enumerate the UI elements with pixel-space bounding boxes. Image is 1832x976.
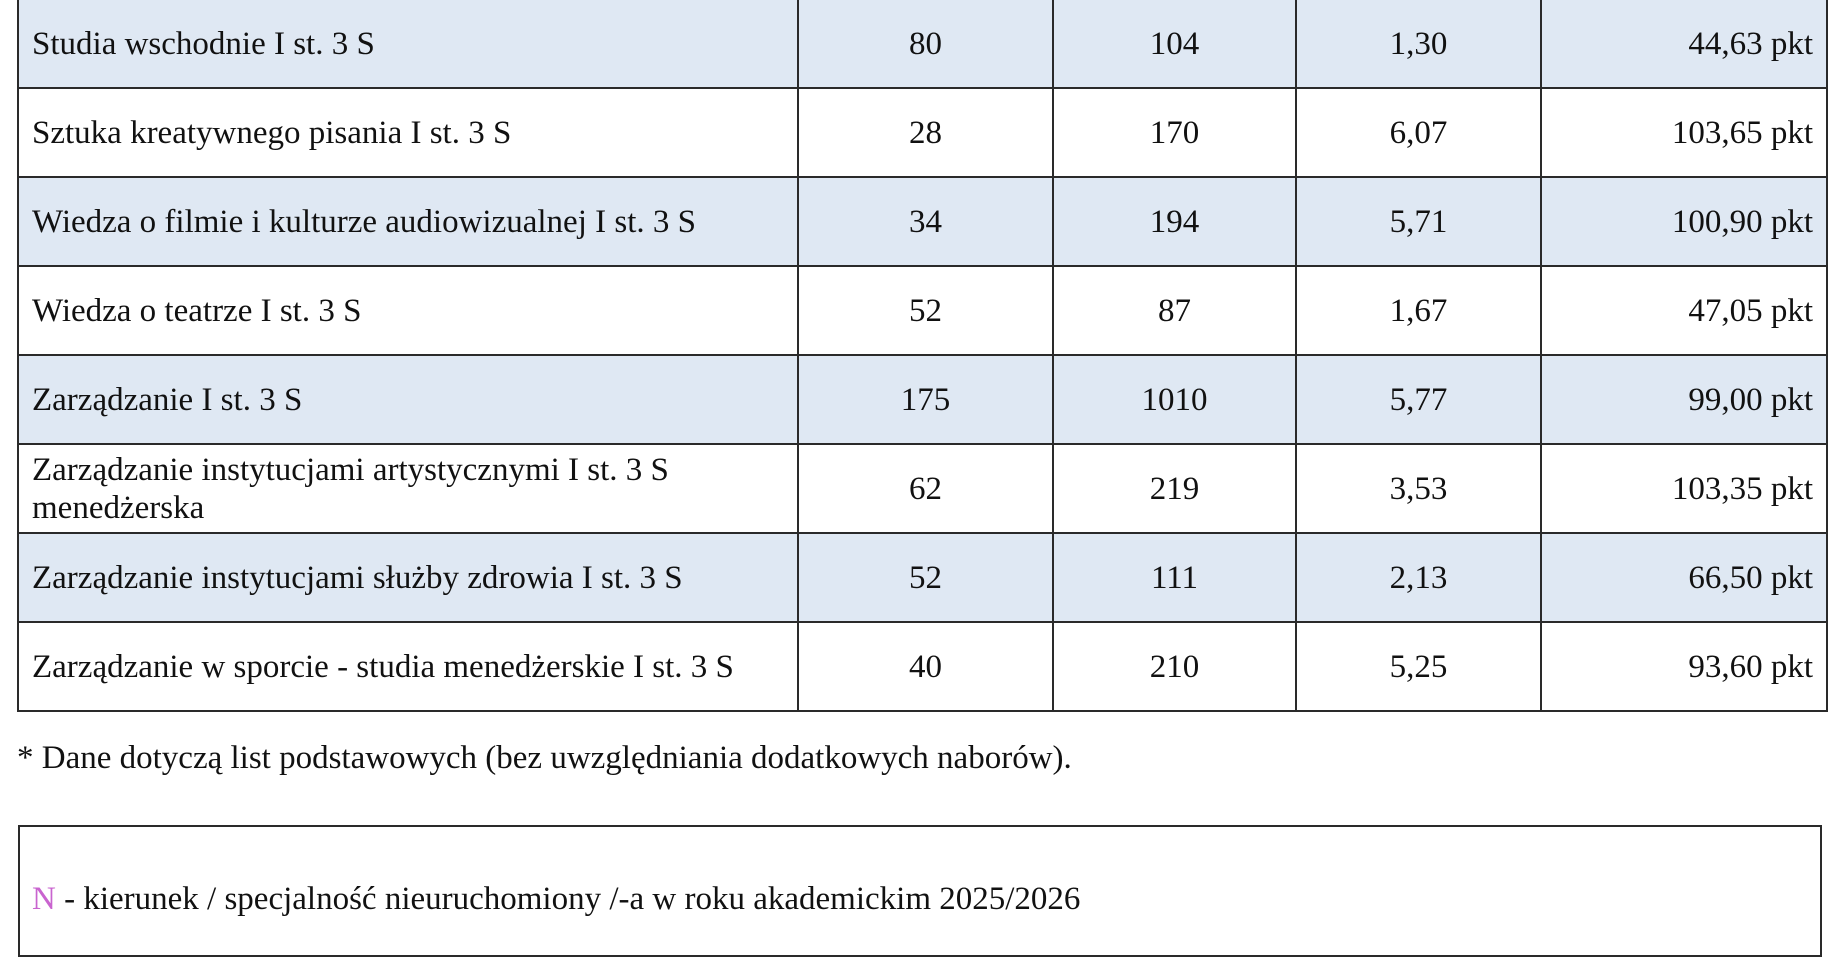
cell-program-name: Wiedza o filmie i kulturze audiowizualnej I st. 3 S — [18, 177, 798, 266]
cell-threshold: 93,60 pkt — [1541, 622, 1827, 711]
cell-candidates: 111 — [1053, 533, 1296, 622]
cell-ratio: 6,07 — [1296, 88, 1541, 177]
cell-places: 34 — [798, 177, 1053, 266]
table-row — [18, 266, 1827, 355]
legend-symbol: N — [32, 881, 56, 917]
cell-places: 52 — [798, 533, 1053, 622]
footnote: * Dane dotyczą list podstawowych (bez uwzględniania dodatkowych naborów). — [17, 740, 1072, 776]
cell-threshold: 103,65 pkt — [1541, 88, 1827, 177]
table-row — [18, 444, 1827, 533]
cell-places: 175 — [798, 355, 1053, 444]
cell-threshold: 47,05 pkt — [1541, 266, 1827, 355]
table-body — [18, 0, 1827, 711]
cell-ratio: 1,30 — [1296, 0, 1541, 88]
cell-candidates: 194 — [1053, 177, 1296, 266]
table-row — [18, 177, 1827, 266]
cell-places: 40 — [798, 622, 1053, 711]
cell-program-name: Zarządzanie instytucjami artystycznymi I st. 3 S menedżerska — [18, 444, 798, 533]
cell-candidates: 170 — [1053, 88, 1296, 177]
cell-places: 62 — [798, 444, 1053, 533]
cell-threshold: 103,35 pkt — [1541, 444, 1827, 533]
cell-places: 28 — [798, 88, 1053, 177]
legend-box — [18, 825, 1822, 957]
cell-candidates: 104 — [1053, 0, 1296, 88]
cell-program-name: Zarządzanie instytucjami służby zdrowia I st. 3 S — [18, 533, 798, 622]
cell-ratio: 5,71 — [1296, 177, 1541, 266]
cell-program-name: Zarządzanie w sporcie - studia menedżerskie I st. 3 S — [18, 622, 798, 711]
table-row — [18, 0, 1827, 88]
admissions-table — [17, 0, 1828, 712]
cell-program-name: Wiedza o teatrze I st. 3 S — [18, 266, 798, 355]
table-row — [18, 622, 1827, 711]
cell-program-name: Zarządzanie I st. 3 S — [18, 355, 798, 444]
cell-threshold: 44,63 pkt — [1541, 0, 1827, 88]
cell-program-name: Sztuka kreatywnego pisania I st. 3 S — [18, 88, 798, 177]
cell-places: 52 — [798, 266, 1053, 355]
cell-candidates: 87 — [1053, 266, 1296, 355]
table-row — [18, 355, 1827, 444]
legend-description: - kierunek / specjalność nieuruchomiony /-a w roku akademickim 2025/2026 — [55, 881, 1081, 917]
table-row — [18, 88, 1827, 177]
cell-ratio: 5,25 — [1296, 622, 1541, 711]
cell-threshold: 100,90 pkt — [1541, 177, 1827, 266]
cell-threshold: 66,50 pkt — [1541, 533, 1827, 622]
table-row — [18, 533, 1827, 622]
cell-candidates: 219 — [1053, 444, 1296, 533]
cell-ratio: 3,53 — [1296, 444, 1541, 533]
cell-ratio: 5,77 — [1296, 355, 1541, 444]
cell-ratio: 2,13 — [1296, 533, 1541, 622]
cell-program-name: Studia wschodnie I st. 3 S — [18, 0, 798, 88]
cell-threshold: 99,00 pkt — [1541, 355, 1827, 444]
legend-line — [32, 879, 1080, 919]
cell-places: 80 — [798, 0, 1053, 88]
cell-ratio: 1,67 — [1296, 266, 1541, 355]
cell-candidates: 1010 — [1053, 355, 1296, 444]
cell-candidates: 210 — [1053, 622, 1296, 711]
